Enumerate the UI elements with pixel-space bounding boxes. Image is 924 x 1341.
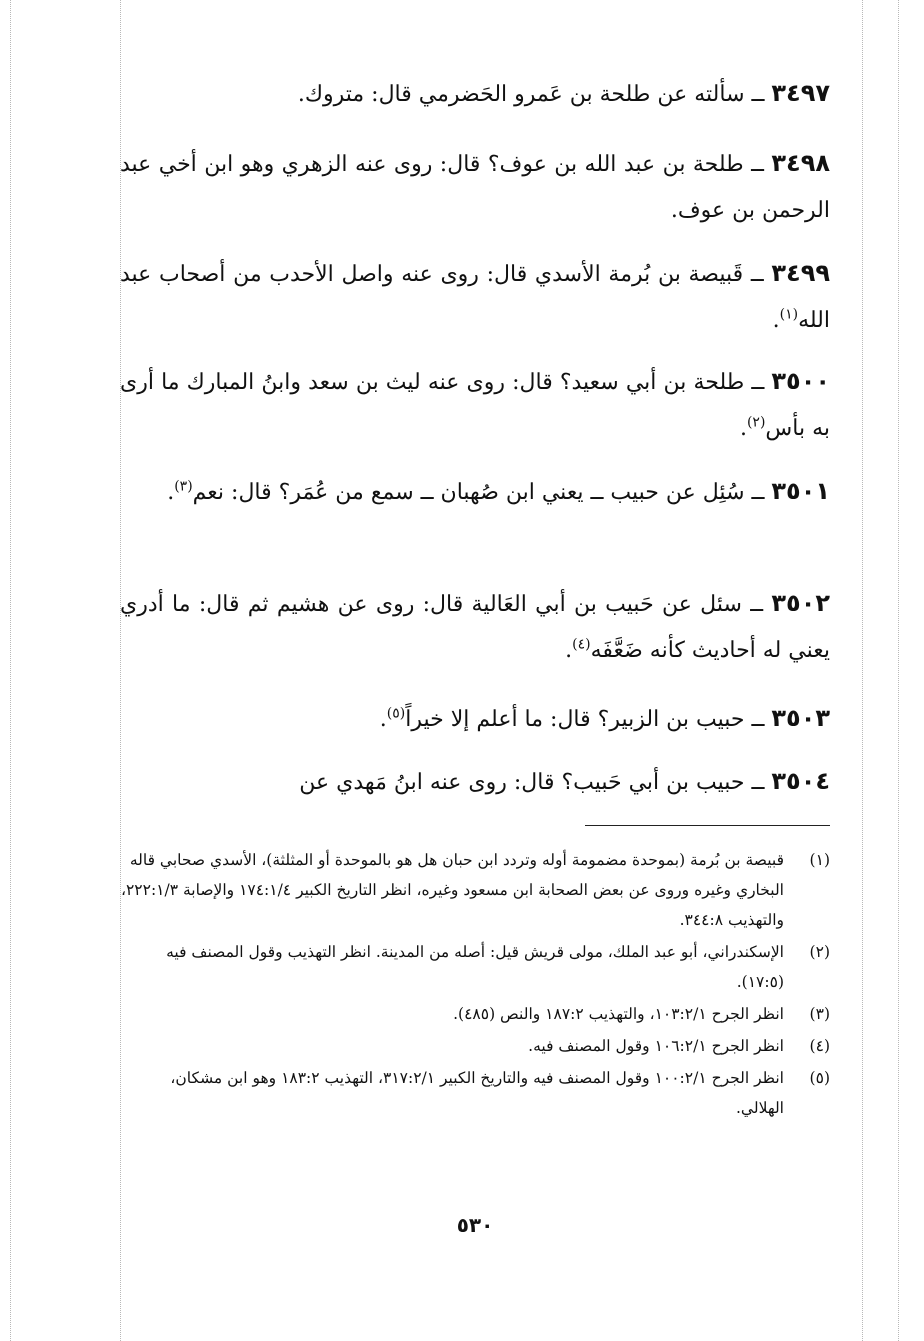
entry-text: حبيب بن الزبير؟ قال: ما أعلم إلا خيراً xyxy=(405,707,745,732)
entry-text: سئل عن حَبيب بن أبي العَالية قال: روى عن هشيم ثم قال: ما أدري يعني له أحاديث كأنه ضَعَّفَه xyxy=(120,592,830,663)
scan-guide-line xyxy=(898,0,899,1341)
entry-text: طلحة بن عبد الله بن عوف؟ قال: روى عنه الزهري وهو ابن أخي عبد الرحمن بن عوف. xyxy=(120,152,830,223)
footnote-number: (٣) xyxy=(809,1005,830,1023)
footnote-number: (١) xyxy=(809,851,830,869)
footnote-text: الإسكندراني، أبو عبد الملك، مولى قريش قيل: أصله من المدينة. انظر التهذيب وقول المصنف فيه (١٧:٥). xyxy=(166,943,784,991)
entry-number: ٣٥٠٣ xyxy=(771,704,830,732)
entry-text: قَبيصة بن بُرمة الأسدي قال: روى عنه واصل الأحدب من أصحاب عبد الله xyxy=(120,262,830,333)
footnote-number: (٤) xyxy=(809,1037,830,1055)
entry-text: سُئِل عن حبيب ــ يعني ابن صُهبان ــ سمع من عُمَر؟ قال: نعم xyxy=(192,480,745,505)
footnote-number: (٥) xyxy=(809,1069,830,1087)
entry-number: ٣٤٩٨ xyxy=(771,149,830,177)
entry-3498: ٣٤٩٨ ــ طلحة بن عبد الله بن عوف؟ قال: روى عنه الزهري وهو ابن أخي عبد الرحمن بن عوف. xyxy=(120,149,830,223)
entry-number: ٣٥٠٢ xyxy=(771,589,830,617)
entry-number: ٣٤٩٧ xyxy=(771,79,830,107)
entry-3497: ٣٤٩٧ ــ سألته عن طلحة بن عَمرو الحَضرمي قال: متروك. xyxy=(297,79,830,107)
footnotes xyxy=(120,845,830,1125)
footnote-text: قبيصة بن بُرمة (بموحدة مضمومة أوله وتردد ابن حبان هل هو بالموحدة أو المثلثة)، الأسدي صحابي قاله البخاري وغيره وروى عن بعض الصحابة ابن مسعود وغيره، انظر التاريخ الكبير ١٧٤:١/٤ والإصابة ٢٢٢:١/٣، والتهذيب ٣٤٤:٨. xyxy=(120,851,784,929)
entry-number: ٣٥٠٤ xyxy=(771,767,830,795)
entry-number: ٣٤٩٩ xyxy=(771,259,830,287)
footnote-4 xyxy=(120,1031,830,1061)
footnote-text: انظر الجرح ١٠٠:٢/١ وقول المصنف فيه والتاريخ الكبير ٣١٧:٢/١، التهذيب ١٨٣:٢ وهو ابن مشكان، الهلالي. xyxy=(170,1069,784,1117)
footnote-marker: (٤) xyxy=(572,636,591,653)
scan-guide-line xyxy=(862,0,863,1341)
book-page xyxy=(120,40,830,1300)
entry-3502: ٣٥٠٢ ــ سئل عن حَبيب بن أبي العَالية قال: روى عن هشيم ثم قال: ما أدري يعني له أحاديث كأنه ضَعَّفَه$^{(٤)}$. xyxy=(120,589,830,663)
footnote-text: انظر الجرح ١٠٦:٢/١ وقول المصنف فيه. xyxy=(528,1037,784,1055)
page-number: ٥٣٠ xyxy=(456,1213,494,1237)
footnote-marker: (٥) xyxy=(386,705,406,722)
footnote-3 xyxy=(120,999,830,1029)
footnote-separator xyxy=(585,825,830,826)
entry-3500: ٣٥٠٠ ــ طلحة بن أبي سعيد؟ قال: روى عنه ليث بن سعد وابنُ المبارك ما أرى به بأس$^{(٢)}$. xyxy=(120,367,830,441)
entry-number: ٣٥٠١ xyxy=(771,477,830,505)
entry-3501: ٣٥٠١ ــ سُئِل عن حبيب ــ يعني ابن صُهبان ــ سمع من عُمَر؟ قال: نعم$^{(٣)}$. xyxy=(167,477,830,505)
entry-3503: ٣٥٠٣ ــ حبيب بن الزبير؟ قال: ما أعلم إلا خيراً$^{(٥)}$. xyxy=(379,704,830,732)
footnote-1 xyxy=(120,845,830,935)
footnote-marker: (٢) xyxy=(746,414,766,431)
footnote-5 xyxy=(120,1063,830,1123)
entry-number: ٣٥٠٠ xyxy=(771,367,830,395)
footnote-marker: (١) xyxy=(779,306,799,323)
footnote-2 xyxy=(120,937,830,997)
entry-3499: ٣٤٩٩ ــ قَبيصة بن بُرمة الأسدي قال: روى عنه واصل الأحدب من أصحاب عبد الله$^{(١)}$. xyxy=(120,259,830,333)
scan-guide-line xyxy=(10,0,11,1341)
entry-3504: ٣٥٠٤ ــ حبيب بن أبي حَبيب؟ قال: روى عنه ابنُ مَهدي عن xyxy=(299,767,830,795)
entry-end-dot: . xyxy=(565,638,573,663)
entry-end-dot: . xyxy=(167,480,175,505)
entry-text: طلحة بن أبي سعيد؟ قال: روى عنه ليث بن سعد وابنُ المبارك ما أرى به بأس xyxy=(120,370,830,441)
footnote-marker: (٣) xyxy=(174,478,193,495)
entry-text: حبيب بن أبي حَبيب؟ قال: روى عنه ابنُ مَهدي عن xyxy=(299,770,745,795)
entry-end-dot: . xyxy=(772,308,780,333)
entry-end-dot: . xyxy=(379,707,387,732)
entry-end-dot: . xyxy=(739,416,747,441)
footnote-number: (٢) xyxy=(809,943,830,961)
footnote-text: انظر الجرح ١٠٣:٢/١، والتهذيب ١٨٧:٢ والنص (٤٨٥). xyxy=(453,1005,784,1023)
entry-text: سألته عن طلحة بن عَمرو الحَضرمي قال: متروك. xyxy=(297,82,745,107)
